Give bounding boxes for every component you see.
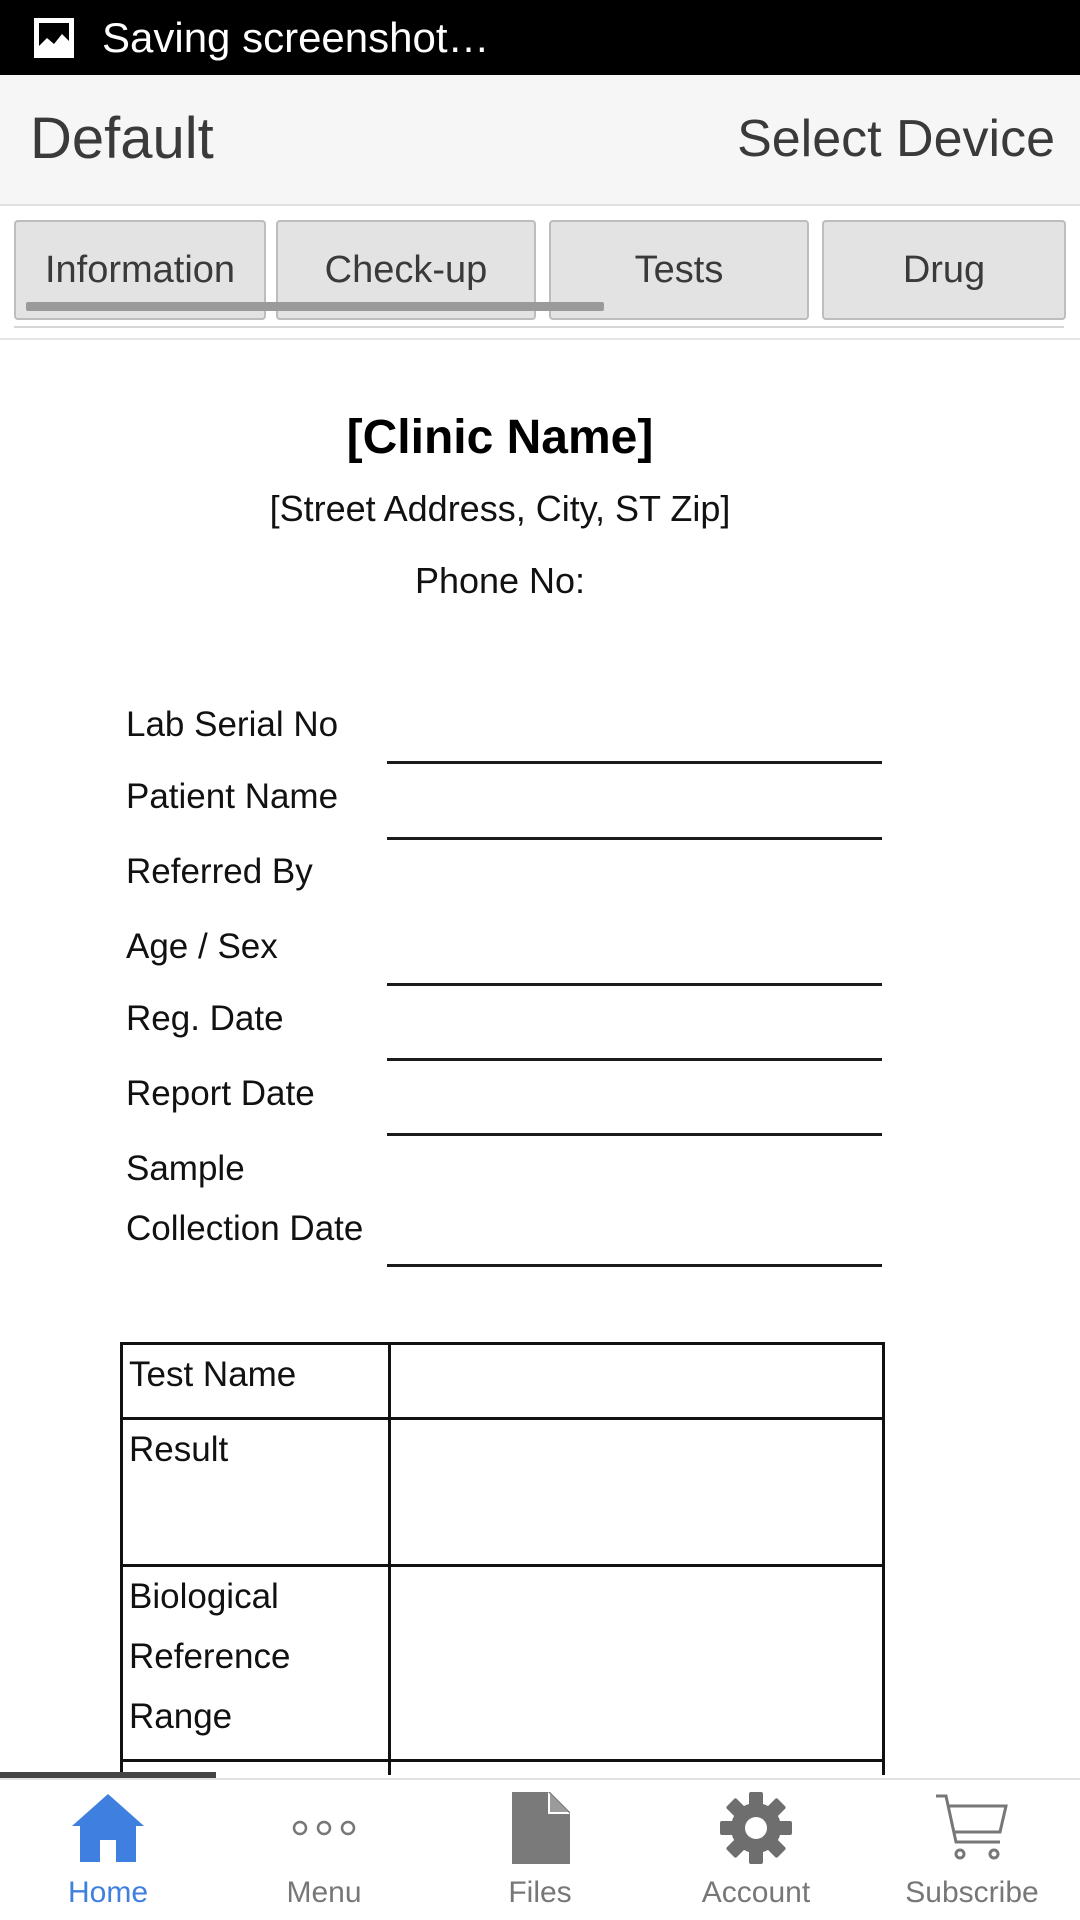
reference-range-line-2: Reference (129, 1637, 291, 1676)
field-line-report-date (387, 1133, 882, 1136)
reference-range-value-cell[interactable] (390, 1566, 884, 1761)
tab-scroll-indicator (26, 302, 604, 311)
nav-home-label: Home (67, 1876, 149, 1909)
tab-bar (0, 206, 1080, 340)
test-name-value-cell[interactable] (390, 1344, 884, 1419)
nav-menu-label: Menu (286, 1876, 362, 1909)
lab-report-document[interactable] (0, 340, 1080, 1775)
field-line-patient-name (387, 837, 882, 840)
field-label-patient-name: Patient Name (126, 777, 339, 816)
status-bar (0, 0, 1080, 75)
tab-divider (14, 326, 1064, 328)
nav-home[interactable] (0, 1780, 216, 1920)
nav-files-label: Files (508, 1876, 572, 1909)
field-line-lab-serial (387, 761, 882, 764)
field-label-sample: Sample (126, 1149, 245, 1188)
app-bar (0, 75, 1080, 206)
nav-account[interactable] (648, 1780, 864, 1920)
field-label-report-date: Report Date (126, 1074, 315, 1113)
reference-range-label (122, 1566, 390, 1761)
table-row (122, 1344, 884, 1419)
tab-information[interactable]: Information (14, 220, 266, 320)
field-label-collection-date: Collection Date (126, 1209, 364, 1248)
clinic-phone: Phone No: (414, 560, 586, 601)
home-icon (70, 1790, 146, 1866)
reference-range-line-3: Range (129, 1697, 233, 1736)
file-icon (502, 1790, 578, 1866)
nav-account-label: Account (701, 1876, 811, 1909)
field-label-lab-serial: Lab Serial No (126, 705, 339, 744)
field-line-sample-collection-date (387, 1264, 882, 1267)
tab-check-up[interactable]: Check-up (276, 220, 536, 320)
nav-menu[interactable] (216, 1780, 432, 1920)
clinic-name: [Clinic Name] (346, 411, 654, 464)
field-label-age-sex: Age / Sex (126, 927, 278, 966)
app-title: Default (30, 106, 214, 171)
clinic-address: [Street Address, City, ST Zip] (269, 488, 731, 529)
result-value-cell[interactable] (390, 1419, 884, 1566)
table-row (122, 1761, 884, 1776)
nav-files[interactable] (432, 1780, 648, 1920)
table-row (122, 1419, 884, 1566)
field-label-reg-date: Reg. Date (126, 999, 284, 1038)
select-device-button[interactable]: Select Device (737, 110, 1055, 168)
field-line-age-sex (387, 983, 882, 986)
tab-tests[interactable]: Tests (549, 220, 809, 320)
field-line-reg-date (387, 1058, 882, 1061)
reference-range-line-1: Biological (129, 1577, 279, 1616)
bottom-nav (0, 1778, 1080, 1920)
cart-icon (934, 1790, 1010, 1866)
test-name-label: Test Name (122, 1344, 390, 1419)
test-results-table (120, 1342, 885, 1775)
more-dots-icon (286, 1790, 362, 1866)
table-row (122, 1566, 884, 1761)
nav-subscribe-label: Subscribe (905, 1876, 1039, 1909)
status-text: Saving screenshot… (102, 13, 490, 61)
tab-drug[interactable]: Drug (822, 220, 1066, 320)
image-icon (32, 16, 76, 60)
nav-subscribe[interactable] (864, 1780, 1080, 1920)
gear-icon (718, 1790, 794, 1866)
result-label: Result (122, 1419, 390, 1566)
field-label-referred-by: Referred By (126, 852, 313, 891)
table-cell-empty[interactable] (390, 1761, 884, 1776)
